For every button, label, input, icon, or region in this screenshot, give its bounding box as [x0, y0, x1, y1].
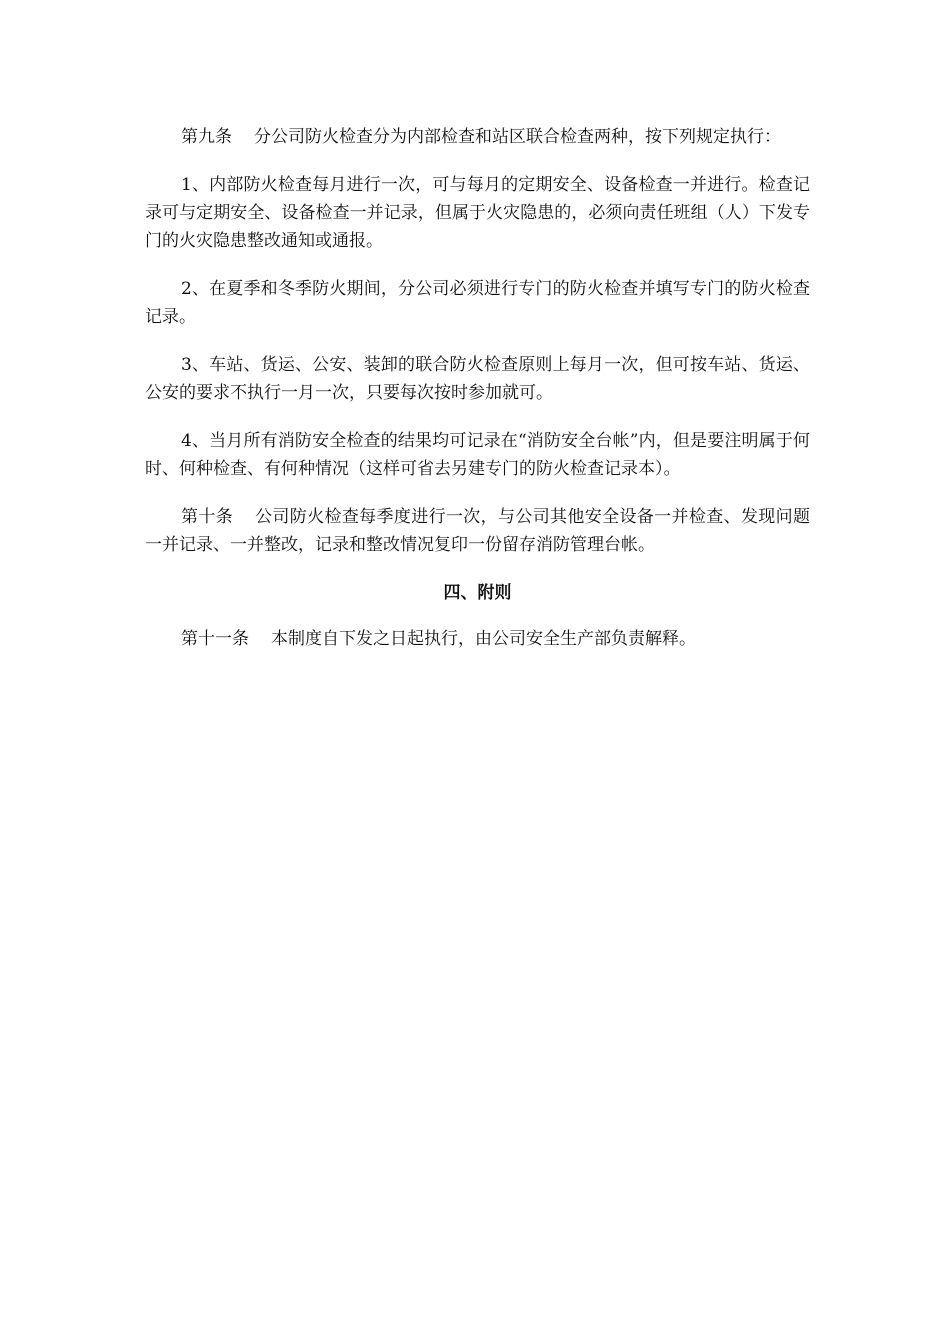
- section-heading-appendix: 四、附则: [443, 583, 512, 603]
- article-11-text: 本制度自下发之日起执行，由公司安全生产部负责解释。: [271, 629, 696, 649]
- article-9: [145, 123, 810, 151]
- article-10: [145, 503, 810, 559]
- article-10-label: 第十条: [181, 507, 234, 527]
- item-3: 3、车站、货运、公安、装卸的联合防火检查原则上每月一次，但可按车站、货运、公安的要求不执行一月一次，只要每次按时参加就可。: [145, 355, 810, 403]
- item-1: 1、内部防火检查每月进行一次，可与每月的定期安全、设备检查一并进行。检查记录可与定期安全、设备检查一并记录，但属于火灾隐患的，必须向责任班组（人）下发专门的火灾隐患整改通知或通报。: [145, 175, 810, 251]
- article-9-text: 分公司防火检查分为内部检查和站区联合检查两种，按下列规定执行：: [254, 127, 781, 147]
- article-10-text: 公司防火检查每季度进行一次，与公司其他安全设备一并检查、发现问题一并记录、一并整改，记录和整改情况复印一份留存消防管理台帐。: [145, 507, 811, 555]
- item-4: 4、当月所有消防安全检查的结果均可记录在“消防安全台帐”内，但是要注明属于何时、何种检查、有何种情况（这样可省去另建专门的防火检查记录本）。: [145, 431, 810, 479]
- article-11: [145, 625, 810, 653]
- article-11-label: 第十一条: [181, 629, 249, 649]
- document-page: [145, 123, 810, 673]
- article-9-label: 第九条: [181, 127, 232, 147]
- item-2: 2、在夏季和冬季防火期间，分公司必须进行专门的防火检查并填写专门的防火检查记录。: [145, 279, 810, 327]
